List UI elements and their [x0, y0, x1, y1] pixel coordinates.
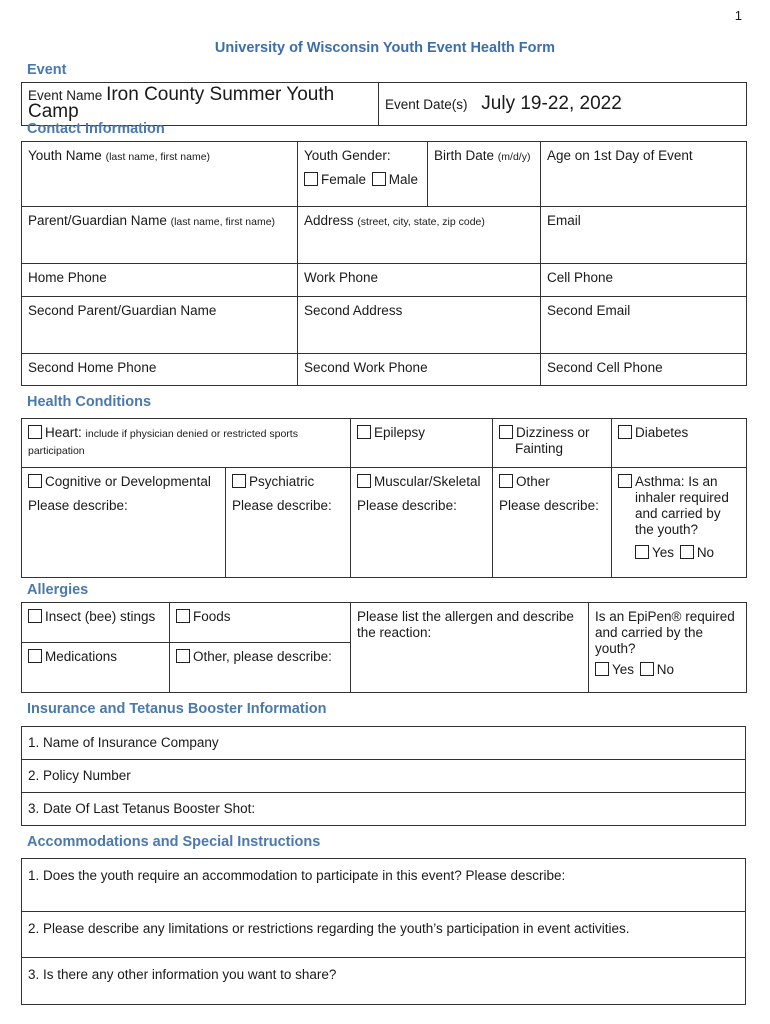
second-work-phone-label: Second Work Phone	[304, 360, 428, 375]
youth-name-label: Youth Name	[28, 148, 102, 163]
second-address-cell[interactable]	[298, 297, 541, 354]
accommodations-heading: Accommodations and Special Instructions	[27, 834, 321, 850]
male-checkbox[interactable]	[372, 172, 386, 186]
insurance-table	[21, 726, 746, 826]
address-label: Address	[304, 213, 354, 228]
second-cell-phone-cell[interactable]	[541, 354, 747, 386]
psychiatric-checkbox[interactable]	[232, 474, 246, 488]
epilepsy-label: Epilepsy	[374, 425, 426, 440]
dizziness-label-2: Fainting	[515, 441, 564, 456]
medications-label: Medications	[45, 649, 118, 664]
asthma-checkbox[interactable]	[618, 474, 632, 488]
second-email-label: Second Email	[547, 303, 631, 318]
allergies-table	[21, 602, 747, 693]
asthma-yes-label: Yes	[652, 545, 675, 560]
other-cell[interactable]	[493, 468, 612, 578]
cognitive-label: Cognitive or Developmental	[45, 474, 211, 489]
work-phone-cell[interactable]	[298, 264, 541, 297]
contact-table	[21, 141, 747, 386]
guardian-name-hint: (last name, first name)	[170, 216, 276, 228]
female-label: Female	[321, 172, 367, 187]
cell-phone-cell[interactable]	[541, 264, 747, 297]
limitations-cell[interactable]	[22, 912, 746, 958]
asthma-yes-checkbox[interactable]	[635, 545, 649, 559]
cognitive-checkbox[interactable]	[28, 474, 42, 488]
insect-checkbox[interactable]	[28, 609, 42, 623]
page-number: 1	[734, 8, 742, 23]
heart-cell	[22, 419, 351, 468]
heart-label: Heart:	[45, 425, 82, 440]
second-guardian-label: Second Parent/Guardian Name	[28, 303, 217, 318]
other-label: Other	[516, 474, 550, 489]
diabetes-cell	[612, 419, 747, 468]
muscular-checkbox[interactable]	[357, 474, 371, 488]
insect-cell	[22, 603, 170, 643]
age-cell[interactable]	[541, 142, 747, 207]
allergies-heading: Allergies	[27, 582, 89, 598]
event-date-label: Event Date(s)	[385, 96, 468, 112]
health-table	[21, 418, 747, 578]
event-name-cell[interactable]	[22, 83, 379, 126]
event-name-label: Event Name	[28, 88, 103, 103]
policy-number-label: 2. Policy Number	[28, 768, 131, 783]
epilepsy-cell	[351, 419, 493, 468]
second-work-phone-cell[interactable]	[298, 354, 541, 386]
muscular-label: Muscular/Skeletal	[374, 474, 481, 489]
event-date-value: July 19-22, 2022	[481, 92, 622, 114]
other-info-prompt: 3. Is there any other information you want to share?	[28, 967, 337, 982]
tetanus-date-label: 3. Date Of Last Tetanus Booster Shot:	[28, 801, 256, 816]
accommodation-prompt: 1. Does the youth require an accommodation to participate in this event? Please describe:	[28, 868, 566, 883]
asthma-cell	[612, 468, 747, 578]
asthma-no-checkbox[interactable]	[680, 545, 694, 559]
birth-date-cell[interactable]	[428, 142, 541, 207]
work-phone-label: Work Phone	[304, 270, 379, 285]
foods-label: Foods	[193, 609, 231, 624]
epilepsy-checkbox[interactable]	[357, 425, 371, 439]
cognitive-describe: Please describe:	[28, 498, 128, 513]
policy-number-cell[interactable]	[22, 760, 746, 793]
epipen-yes-label: Yes	[612, 662, 635, 677]
second-address-label: Second Address	[304, 303, 403, 318]
heart-checkbox[interactable]	[28, 425, 42, 439]
insect-label: Insect (bee) stings	[45, 609, 156, 624]
second-cell-phone-label: Second Cell Phone	[547, 360, 663, 375]
event-table	[21, 82, 747, 126]
email-cell[interactable]	[541, 207, 747, 264]
insurance-company-label: 1. Name of Insurance Company	[28, 735, 219, 750]
asthma-label-4: the youth?	[635, 522, 699, 537]
guardian-name-label: Parent/Guardian Name	[28, 213, 167, 228]
cognitive-cell[interactable]	[22, 468, 226, 578]
contact-heading: Contact Information	[27, 121, 165, 137]
email-label: Email	[547, 213, 581, 228]
allergen-cell[interactable]	[351, 603, 589, 693]
cell-phone-label: Cell Phone	[547, 270, 614, 285]
foods-cell	[170, 603, 351, 643]
asthma-label-1: Asthma: Is an	[635, 474, 718, 489]
diabetes-checkbox[interactable]	[618, 425, 632, 439]
youth-gender-cell	[298, 142, 428, 207]
guardian-name-cell[interactable]	[22, 207, 298, 264]
muscular-cell[interactable]	[351, 468, 493, 578]
allergy-other-cell	[170, 643, 351, 693]
birth-date-hint: (m/d/y)	[497, 151, 531, 163]
foods-checkbox[interactable]	[176, 609, 190, 623]
event-heading: Event	[27, 62, 67, 78]
psychiatric-describe: Please describe:	[232, 498, 332, 513]
tetanus-date-cell[interactable]	[22, 793, 746, 826]
second-guardian-cell[interactable]	[22, 297, 298, 354]
form-title: University of Wisconsin Youth Event Health Form	[214, 40, 556, 56]
youth-gender-label: Youth Gender:	[304, 148, 391, 163]
medications-checkbox[interactable]	[28, 649, 42, 663]
other-describe: Please describe:	[499, 498, 599, 513]
other-checkbox[interactable]	[499, 474, 513, 488]
birth-date-label: Birth Date	[434, 148, 495, 163]
asthma-no-label: No	[696, 545, 715, 560]
limitations-prompt: 2. Please describe any limitations or restrictions regarding the youth’s participation in event activities.	[28, 921, 630, 936]
address-hint: (street, city, state, zip code)	[357, 216, 485, 228]
allergy-other-checkbox[interactable]	[176, 649, 190, 663]
home-phone-label: Home Phone	[28, 270, 107, 285]
age-label: Age on 1st Day of Event	[547, 148, 693, 163]
female-checkbox[interactable]	[304, 172, 318, 186]
youth-name-cell[interactable]	[22, 142, 298, 207]
epipen-yes-checkbox[interactable]	[595, 662, 609, 676]
health-heading: Health Conditions	[27, 394, 152, 410]
accommodations-table	[21, 858, 746, 1005]
address-cell[interactable]	[298, 207, 541, 264]
asthma-label-2: inhaler required	[635, 490, 729, 505]
home-phone-cell[interactable]	[22, 264, 298, 297]
medications-cell	[22, 643, 170, 693]
event-name-value: Iron County Summer Youth Camp	[28, 84, 335, 122]
dizziness-checkbox[interactable]	[499, 425, 513, 439]
event-date-cell[interactable]	[379, 83, 747, 126]
epipen-no-checkbox[interactable]	[640, 662, 654, 676]
accommodation-cell[interactable]	[22, 859, 746, 912]
male-label: Male	[388, 172, 419, 187]
second-home-phone-cell[interactable]	[22, 354, 298, 386]
allergy-other-label: Other, please describe:	[193, 649, 332, 664]
allergen-prompt: Please list the allergen and describe the reaction:	[357, 609, 574, 640]
dizziness-cell	[493, 419, 612, 468]
psychiatric-cell[interactable]	[226, 468, 351, 578]
second-email-cell[interactable]	[541, 297, 747, 354]
insurance-heading: Insurance and Tetanus Booster Information	[27, 701, 327, 717]
insurance-company-cell[interactable]	[22, 727, 746, 760]
youth-name-hint: (last name, first name)	[105, 151, 211, 163]
other-info-cell[interactable]	[22, 958, 746, 1005]
diabetes-label: Diabetes	[635, 425, 689, 440]
heart-hint: include if physician denied or restricted sports participation	[28, 428, 298, 457]
psychiatric-label: Psychiatric	[249, 474, 315, 489]
epipen-cell	[589, 603, 747, 693]
second-home-phone-label: Second Home Phone	[28, 360, 157, 375]
asthma-label-3: and carried by	[635, 506, 721, 521]
muscular-describe: Please describe:	[357, 498, 457, 513]
dizziness-label-1: Dizziness or	[516, 425, 590, 440]
epipen-prompt: Is an EpiPen® required and carried by the youth?	[595, 609, 735, 656]
epipen-no-label: No	[656, 662, 675, 677]
